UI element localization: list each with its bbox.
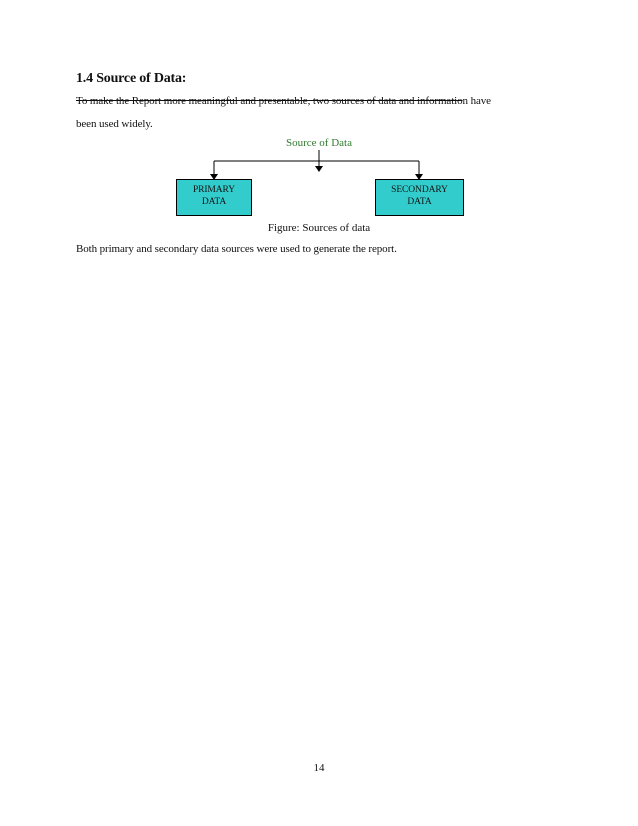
intro-rest-text: n have: [462, 95, 491, 107]
page-number: 14: [313, 762, 325, 774]
figure-title: Source of Data: [286, 137, 352, 149]
intro-struck-text: To make the Report more meaningful and presentable, two sources of data and informatio: [76, 95, 463, 107]
figure-caption: Figure: Sources of data: [267, 222, 371, 234]
arrowhead-center: [315, 166, 323, 172]
secondary-box-line2: DATA: [407, 197, 432, 207]
summary-paragraph: Both primary and secondary data sources were used to generate the report.: [76, 243, 397, 255]
primary-data-box: [176, 179, 252, 216]
secondary-data-box: [375, 179, 464, 216]
primary-box-line2: DATA: [201, 197, 227, 207]
secondary-box-line1: SECONDARY: [391, 185, 448, 195]
section-heading: 1.4 Source of Data:: [76, 71, 187, 86]
intro-line-2: been used widely.: [76, 118, 153, 130]
primary-box-line1: PRIMARY: [192, 185, 236, 195]
